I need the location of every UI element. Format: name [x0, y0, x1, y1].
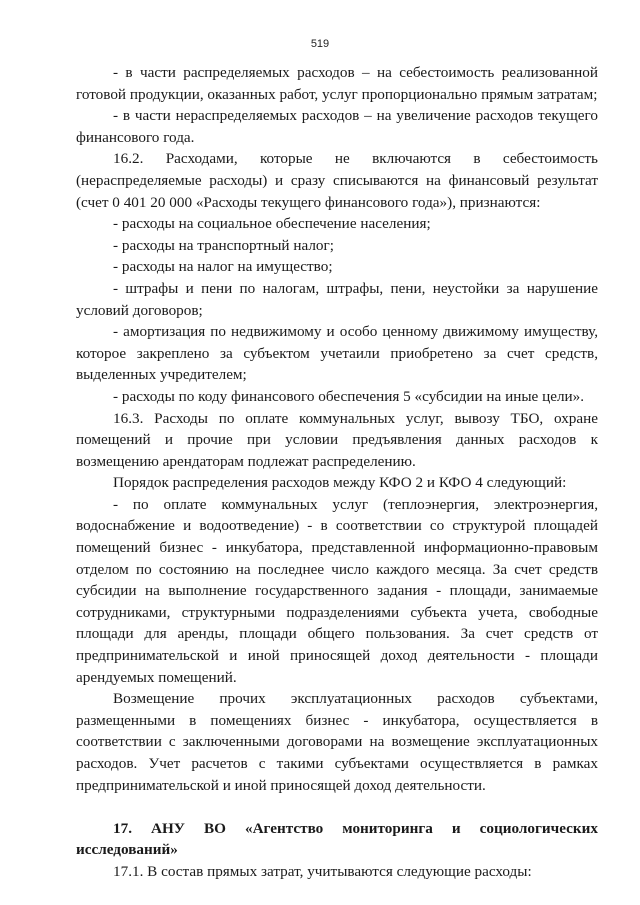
paragraph: Возмещение прочих эксплуатационных расходов субъектами, размещенными в помещениях бизнес - инкубатора, осуществляется в соответствии с заключенными договорами на возмещение эксплуатационных расходов. Учет расчетов с такими субъектами осуществляется в рамках предпринимательской и иной приносящей доход деятельности.: [76, 690, 598, 794]
list-item: - амортизация по недвижимому и особо ценному движимому имуществу, которое закреплено за субъектом учетаили приобретено за счет средств, выделенных учредителем;: [76, 323, 598, 384]
paragraph: 16.2. Расходами, которые не включаются в себестоимость (нераспределяемые расходы) и сразу списываются на финансовый результат (счет 0 401 20 000 «Расходы текущего финансового года»), признаются:: [76, 150, 598, 211]
paragraph: Порядок распределения расходов между КФО 2 и КФО 4 следующий:: [113, 474, 567, 492]
paragraph: - в части нераспределяемых расходов – на увеличение расходов текущего финансового года.: [76, 107, 598, 146]
list-item: - расходы на транспортный налог;: [113, 236, 334, 254]
blank-line: [76, 796, 598, 818]
paragraph: - по оплате коммунальных услуг (теплоэнергия, электроэнергия, водоснабжение и водоотведение) - в соответствии со структурой площадей помещений бизнес - инкубатора, представленной информационно-правовым отделом по состоянию на последнее число каждого месяца. За счет средств субсидии на выполнение государственного задания - площади, занимаемые сотрудниками, структурными подразделениями субъекта учета, свободные площади для аренды, площади общего пользования. За счет средств от предпринимательской и иной приносящей доход деятельности - площади арендуемых помещений.: [76, 495, 598, 686]
list-item: - штрафы и пени по налогам, штрафы, пени, неустойки за нарушение условий договоров;: [76, 279, 598, 319]
list-item: - расходы на социальное обеспечение населения;: [113, 215, 431, 233]
page-number: 519: [310, 38, 330, 50]
paragraph: 16.3. Расходы по оплате коммунальных услуг, вывозу ТБО, охране помещений и прочие при условии предъявления данных расходов к возмещению арендаторам подлежат распределению.: [76, 409, 598, 470]
paragraph: 17.1. В состав прямых затрат, учитываются следующие расходы:: [113, 862, 532, 880]
document-body: [76, 62, 598, 883]
section-heading: 17. АНУ ВО «Агентство мониторинга и социологических исследований»: [76, 819, 598, 859]
list-item: - расходы на налог на имущество;: [113, 258, 333, 276]
list-item: - расходы по коду финансового обеспечения 5 «субсидии на иные цели».: [113, 387, 585, 405]
paragraph: - в части распределяемых расходов – на себестоимость реализованной готовой продукции, оказанных работ, услуг пропорционально прямым затратам;: [76, 64, 598, 103]
